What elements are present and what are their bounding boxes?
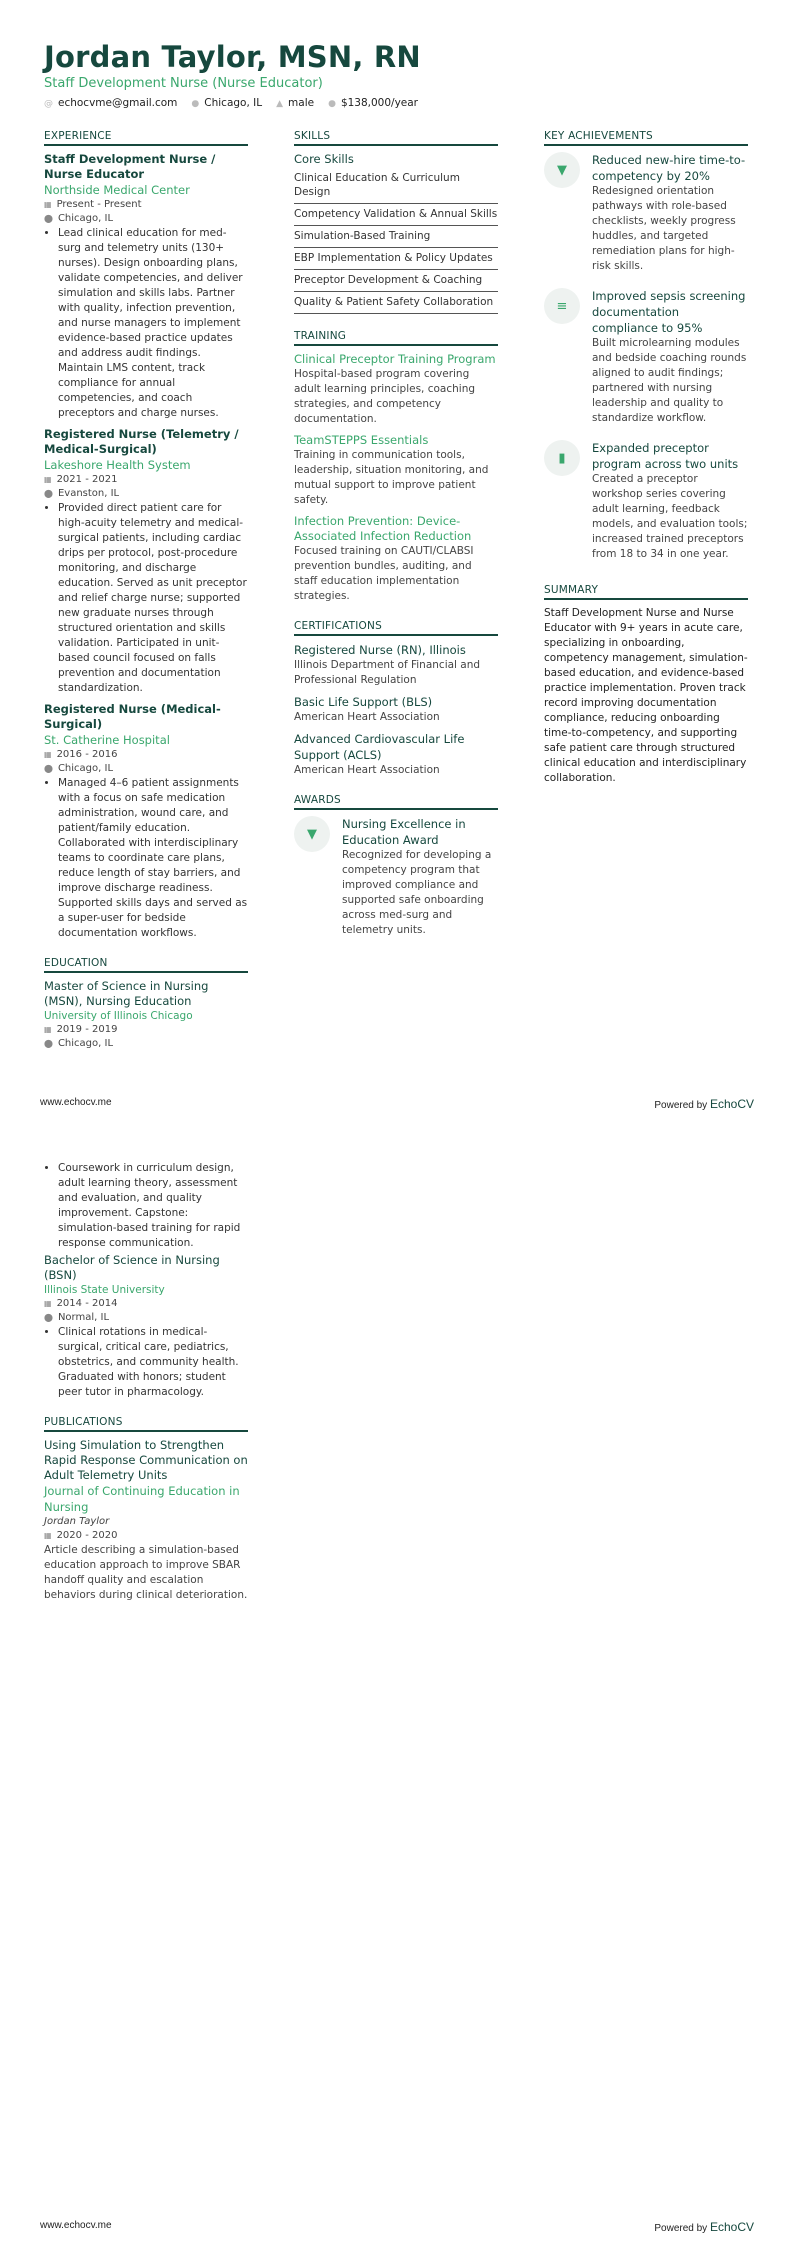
dates-text: 2019 - 2019 [56,1024,118,1035]
location-icon: ⬤ [44,1039,53,1048]
left-column [44,1161,248,1619]
award-title: Nursing Excellence in Education Award [342,817,466,847]
middle-column [294,130,498,960]
training-desc: Focused training on CAUTI/CLABSI prevention bundles, auditing, and staff education implementation strategies. [294,545,474,602]
dates [44,1297,248,1311]
calendar-icon: ▦ [44,750,52,759]
dates [44,473,248,487]
section-title: KEY ACHIEVEMENTS [544,130,748,146]
location [44,1311,248,1325]
dates-text: 2016 - 2016 [56,749,118,760]
dates-text: 2014 - 2014 [56,1298,118,1309]
description: • Coursework in curriculum design, adult learning theory, assessment and evaluation, and quality improvement. Capstone: simulation-based training for rapid response communication. [58,1161,248,1251]
section-title: EXPERIENCE [44,130,248,146]
cert-title: Basic Life Support (BLS) [294,695,433,709]
document-icon: ▮ [544,440,580,476]
certifications-section [294,620,498,778]
publications-section [44,1416,248,1603]
contact-gender [276,97,314,109]
training-section [294,330,498,604]
degree: Master of Science in Nursing (MSN), Nursing Education [44,979,209,1008]
contact-info [44,97,421,109]
calendar-icon: ▦ [44,1025,52,1034]
resume-header [44,40,421,109]
location [44,1037,248,1051]
award-desc: Recognized for developing a competency program that improved compliance and supported safe onboarding across med-surg and telemetry units. [342,849,492,936]
location [44,487,248,501]
skill-item: Clinical Education & Curriculum Design [294,168,498,204]
section-title: PUBLICATIONS [44,1416,248,1432]
achievement-desc: Created a preceptor workshop series covering adult learning, feedback models, and evaluation tools; increased trained preceptors from 18 to 34 in one year. [592,473,748,560]
summary-section [544,584,748,786]
achievement-desc: Redesigned orientation pathways with role-based checklists, weekly progress huddles, and targeted remediation plans for high-risk skills. [592,185,736,272]
contact-location [191,97,262,109]
publication-title: Using Simulation to Strengthen Rapid Response Communication on Adult Telemetry Units [44,1438,248,1482]
dates [44,1023,248,1037]
company: Northside Medical Center [44,183,190,197]
calendar-icon: ▦ [44,1299,52,1308]
powered-by [654,1097,754,1111]
achievement-title: Improved sepsis screening documentation compliance to 95% [592,289,746,335]
skill-item: Quality & Patient Safety Collaboration [294,292,498,314]
description: • Clinical rotations in medical-surgical, critical care, pediatrics, obstetrics, and community health. Graduated with honors; student peer tutor in pharmacology. [58,1325,248,1400]
calendar-icon: ▦ [44,475,52,484]
cert-issuer: Illinois Department of Financial and Professional Regulation [294,659,481,686]
cert-title: Advanced Cardiovascular Life Support (ACLS) [294,732,465,762]
contact-salary [328,97,418,109]
powered-text: Powered by [654,1100,708,1111]
job-title: Registered Nurse (Telemetry / Medical-Surgical) [44,427,239,456]
chat-icon: ▼ [294,816,330,852]
at-icon: @ [44,99,53,109]
journal: Journal of Continuing Education in Nursing [44,1484,240,1514]
training-desc: Hospital-based program covering adult learning principles, coaching strategies, and competency documentation. [294,368,476,425]
skills-section [294,130,498,314]
location-icon: ⬤ [44,489,53,498]
left-column [44,130,248,1067]
cert-title: Registered Nurse (RN), Illinois [294,643,466,657]
dates-text: Present - Present [56,199,142,210]
page-footer [40,1097,754,1111]
dates [44,748,248,762]
location-icon: ⬤ [44,764,53,773]
achievement-title: Expanded preceptor program across two units [592,441,739,471]
experience-item [44,702,248,941]
achievement-item [544,152,748,280]
education-section [44,957,248,1051]
website-link[interactable]: www.echocv.me [40,1097,112,1108]
job-title: Registered Nurse (Medical-Surgical) [44,702,221,731]
location-icon: ⬤ [44,1313,53,1322]
skill-item: EBP Implementation & Policy Updates [294,248,498,270]
experience-item [44,427,248,696]
calendar-icon: ▦ [44,1531,52,1540]
description: • Managed 4–6 patient assignments with a focus on safe medication administration, wound care, and patient/family education. Collaborated with interdisciplinary teams to coordinate care plans, reduce length of stay barriers, and improve discharge readiness. Supported skills days and served as a super-user for bedside documentation workflows. [58,776,248,941]
location-text: Chicago, IL [204,97,263,109]
location [44,762,248,776]
company: St. Catherine Hospital [44,733,170,747]
contact-email [44,97,177,109]
right-column [544,130,748,802]
degree: Bachelor of Science in Nursing (BSN) [44,1253,220,1282]
dates [44,198,248,212]
description: • Provided direct patient care for high-acuity telemetry and medical-surgical patients, including cardiac drips per protocol, post-procedure monitoring, and discharge education. Served as unit preceptor and relief charge nurse; supported new graduate nurses through structured orientation and skills validation. Participated in unit-based council focused on falls prevention and documentation standardization. [58,501,248,696]
achievement-desc: Built microlearning modules and bedside coaching rounds aligned to audit findings; partnered with nursing leadership and quality to standardize workflow. [592,337,747,424]
location-text: Chicago, IL [57,763,114,774]
awards-section [294,794,498,944]
experience-item [44,152,248,421]
section-title: CERTIFICATIONS [294,620,498,636]
experience-section [44,130,248,941]
skill-item: Simulation-Based Training [294,226,498,248]
job-title: Staff Development Nurse / Nurse Educator [44,152,216,181]
skill-item: Competency Validation & Annual Skills [294,204,498,226]
training-title: Clinical Preceptor Training Program [294,352,496,366]
candidate-name: Jordan Taylor, MSN, RN [44,40,421,74]
skills-heading: Core Skills [294,152,354,166]
achievement-title: Reduced new-hire time-to-competency by 20% [592,153,746,183]
dates-text: 2020 - 2020 [56,1530,118,1541]
summary-text: Staff Development Nurse and Nurse Educator with 9+ years in acute care, specializing in onboarding, competency management, simulation-based education, and evidence-based practice implementation. Proven track record improving documentation compliance, reducing onboarding time-to-competency, and supporting safe patient care through structured clinical education and interdisciplinary collaboration. [544,607,748,784]
section-title: AWARDS [294,794,498,810]
page-footer [40,2220,754,2234]
website-link[interactable]: www.echocv.me [40,2220,112,2231]
money-icon: ● [328,99,336,109]
location-text: Chicago, IL [57,213,114,224]
achievement-item [544,440,748,568]
training-title: Infection Prevention: Device-Associated Infection Reduction [294,514,472,543]
candidate-title: Staff Development Nurse (Nurse Educator) [44,76,323,91]
location-text: Normal, IL [57,1312,110,1323]
section-title: SKILLS [294,130,498,146]
section-title: SUMMARY [544,584,748,600]
cert-issuer: American Heart Association [294,764,440,776]
calendar-icon: ▦ [44,200,52,209]
location-icon: ● [191,99,200,109]
company: Lakeshore Health System [44,458,191,472]
section-title: EDUCATION [44,957,248,973]
location [44,212,248,226]
resume-page-2 [0,1123,794,2246]
cert-issuer: American Heart Association [294,711,440,723]
author: Jordan Taylor [44,1516,110,1527]
description: • Lead clinical education for med-surg and telemetry units (130+ nurses). Design onboarding plans, validate competencies, and deliver simulation and skills labs. Partner with quality, infection prevention, and nurse managers to implement evidence-based practice updates and address audit findings. Maintain LMS content, track compliance for annual competencies, and coach preceptors and charge nurses. [58,226,248,421]
education-section-continued [44,1161,248,1400]
list-icon: ≡ [544,288,580,324]
training-desc: Training in communication tools, leadership, situation monitoring, and mutual support to improve patient safety. [294,449,489,506]
skill-item: Preceptor Development & Coaching [294,270,498,292]
publication-desc: Article describing a simulation-based education approach to improve SBAR handoff quality and escalation behaviors during clinical deterioration. [44,1544,248,1601]
award-item [294,816,498,944]
location-icon: ⬤ [44,214,53,223]
school: University of Illinois Chicago [44,1010,193,1022]
school: Illinois State University [44,1284,165,1296]
gender-text: male [288,97,315,109]
achievement-item [544,288,748,432]
brand-logo: EchoCV [709,2220,754,2234]
salary-text: $138,000/year [340,97,419,109]
powered-by [654,2220,754,2234]
email-text: echocvme@gmail.com [58,97,178,109]
powered-text: Powered by [654,2223,708,2234]
section-title: TRAINING [294,330,498,346]
dates-text: 2021 - 2021 [56,474,118,485]
user-icon: ▲ [276,99,284,109]
achievements-section [544,130,748,568]
location-text: Chicago, IL [57,1038,114,1049]
brand-logo: EchoCV [709,1097,754,1111]
chat-icon: ▼ [544,152,580,188]
dates [44,1529,248,1543]
training-title: TeamSTEPPS Essentials [294,433,429,447]
location-text: Evanston, IL [57,488,120,499]
